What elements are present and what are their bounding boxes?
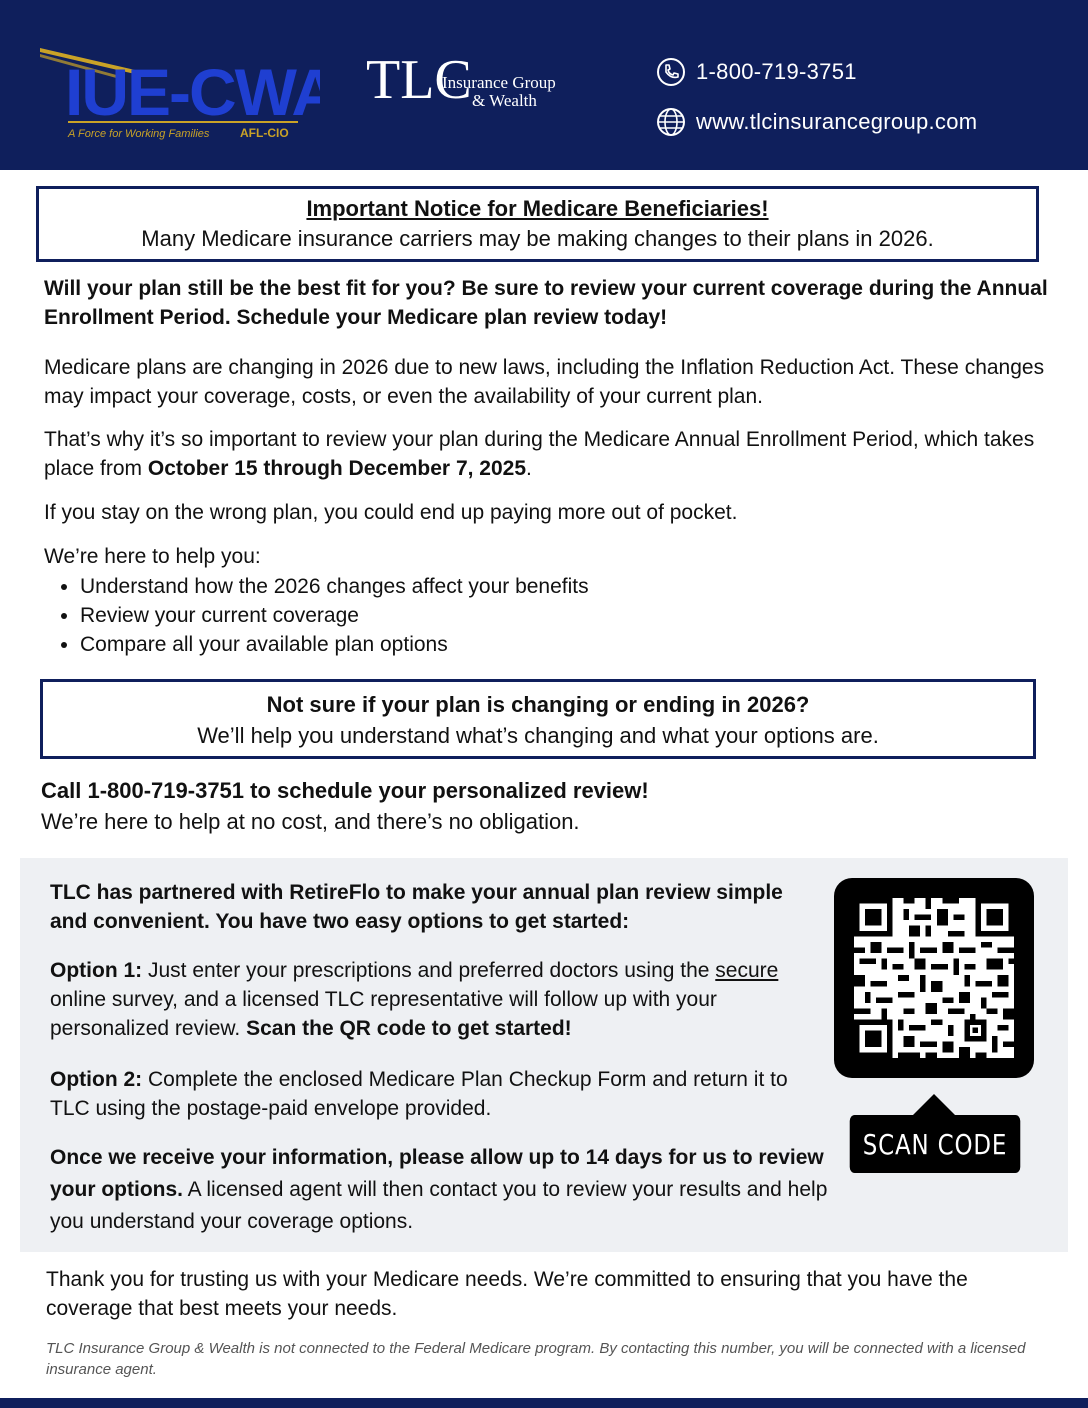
iue-cwa-logo bbox=[40, 40, 320, 150]
review-timeline-text: A licensed agent will then contact you to review your results and help you understand your coverage options. bbox=[50, 1178, 828, 1233]
notice-subtitle: Many Medicare insurance carriers may be making changes to their plans in 2026. bbox=[141, 226, 934, 251]
scan-code-pointer bbox=[912, 1094, 956, 1116]
secure-survey-link[interactable]: secure bbox=[715, 959, 779, 982]
option-2 bbox=[50, 1065, 810, 1123]
option-2-label: Option 2: bbox=[50, 1068, 143, 1091]
review-timeline bbox=[50, 1142, 830, 1238]
option-2-text: Complete the enclosed Medicare Plan Checkup Form and return it to TLC using the postage-paid envelope provided. bbox=[50, 1068, 788, 1120]
scan-code-label[interactable]: SCAN CODE bbox=[850, 1115, 1021, 1173]
notice-box bbox=[36, 186, 1039, 262]
afl-cio-text: AFL-CIO bbox=[240, 126, 289, 140]
plan-changing-title: Not sure if your plan is changing or ending in 2026? bbox=[266, 692, 810, 717]
qr-code-image bbox=[854, 898, 1014, 1058]
phone-number[interactable]: 1-800-719-3751 bbox=[696, 59, 857, 84]
para2-text: That’s why it’s so important to review your plan during the Medicare Annual Enrollment Period, which takes place from bbox=[44, 428, 1035, 480]
intro-paragraph-2 bbox=[44, 425, 1054, 483]
call-to-action: Call 1-800-719-3751 to schedule your personalized review! bbox=[41, 778, 649, 803]
para2-end: . bbox=[526, 457, 532, 480]
intro-paragraph-3: If you stay on the wrong plan, you could end up paying more out of pocket. bbox=[44, 501, 738, 524]
phone-row[interactable] bbox=[656, 56, 977, 88]
header-banner bbox=[0, 0, 1088, 170]
help-item: • Review your current coverage bbox=[80, 601, 589, 630]
option-1-cta: Scan the QR code to get started! bbox=[246, 1017, 572, 1040]
help-list bbox=[44, 572, 589, 659]
plan-changing-box bbox=[40, 679, 1036, 759]
tlc-logo-line1: Insurance Group bbox=[442, 73, 556, 92]
website-link[interactable]: www.tlcinsurancegroup.com bbox=[696, 109, 978, 134]
option-1-text-cont: online survey, and a licensed TLC representative will follow up with your personalized review. bbox=[50, 988, 717, 1040]
thank-you-text: Thank you for trusting us with your Medicare needs. We’re committed to ensuring that you have the coverage that best meets your needs. bbox=[46, 1268, 968, 1320]
disclaimer: TLC Insurance Group & Wealth is not connected to the Federal Medicare program. By contacting this number, you will be connected with a licensed insurance agent. bbox=[46, 1340, 1026, 1378]
plan-changing-subtitle: We’ll help you understand what’s changing and what your options are. bbox=[197, 723, 879, 748]
contact-info bbox=[656, 56, 977, 156]
option-1-label: Option 1: bbox=[50, 959, 143, 982]
iue-cwa-tagline: A Force for Working Families bbox=[68, 128, 210, 140]
website-row[interactable] bbox=[656, 106, 977, 138]
notice-title: Important Notice for Medicare Beneficiaries! bbox=[306, 196, 769, 221]
intro-paragraph-1: Medicare plans are changing in 2026 due to new laws, including the Inflation Reduction Act. These changes may impact your coverage, costs, or even the availability of your current plan. bbox=[44, 356, 1045, 408]
review-timeline-bold: Once we receive your information, please allow up to 14 days for us to review your options. bbox=[50, 1146, 824, 1201]
help-item: • Compare all your available plan options bbox=[80, 630, 589, 659]
help-intro: We’re here to help you: bbox=[44, 545, 261, 568]
enrollment-dates: October 15 through December 7, 2025 bbox=[147, 457, 527, 480]
phone-icon bbox=[656, 57, 686, 87]
retireflo-panel bbox=[20, 858, 1068, 1252]
partner-lead: TLC has partnered with RetireFlo to make your annual plan review simple and convenient. You have two easy options to get started: bbox=[50, 881, 783, 933]
option-1 bbox=[50, 956, 810, 1043]
help-item: • Understand how the 2026 changes affect your benefits bbox=[80, 572, 589, 601]
intro-lead: Will your plan still be the best fit for you? Be sure to review your current coverage during the Annual Enrollment Period. Schedule your Medicare plan review today! bbox=[44, 277, 1048, 329]
globe-icon bbox=[656, 107, 686, 137]
option-1-text: Just enter your prescriptions and preferred doctors using the bbox=[142, 959, 716, 982]
bottom-bar bbox=[0, 1398, 1088, 1408]
iue-cwa-wordmark: IUE-CWA bbox=[65, 55, 320, 129]
qr-code[interactable] bbox=[834, 878, 1034, 1078]
tlc-logo bbox=[362, 38, 602, 153]
tlc-logo-initials: TLC bbox=[366, 49, 472, 111]
tlc-logo-line2: & Wealth bbox=[472, 91, 537, 110]
call-subtitle: We’re here to help at no cost, and there’s no obligation. bbox=[41, 809, 580, 834]
